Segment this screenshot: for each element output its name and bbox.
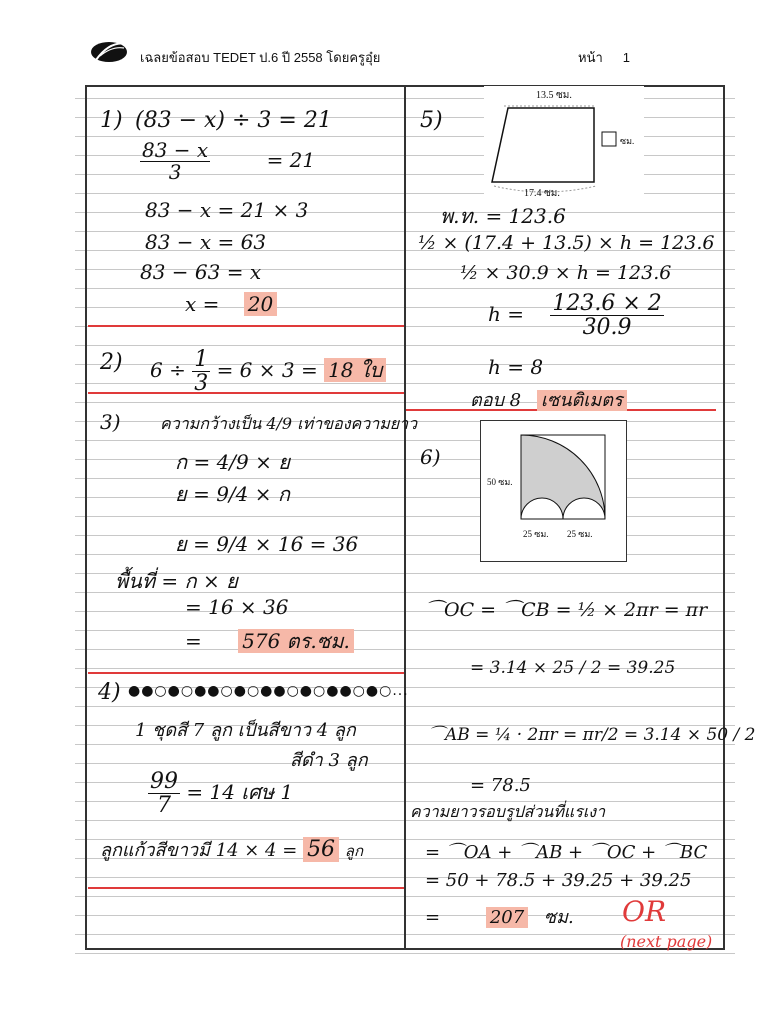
svg-text:13.5 ซม.: 13.5 ซม.: [536, 90, 572, 101]
or-note: OR: [622, 895, 667, 928]
q3-line-3: ย = 9/4 × ก: [175, 482, 290, 506]
q3-line-1: ความกว้างเป็น 4/9 เท่าของความยาว: [160, 414, 418, 433]
q6-line-3: ⌒AB = ¼ · 2πr = πr/2 = 3.14 × 50 / 2: [428, 725, 756, 745]
q2-label: 2): [100, 350, 123, 375]
q5-line-4: h = $\frac{123.6 \times 2}{30.9}$: [488, 291, 662, 341]
q4-line-2: สีดำ 3 ลูก: [290, 750, 368, 771]
q3-line-7: = 576 ตร.ซม.: [185, 625, 354, 657]
q2-answer: 18 ใบ: [324, 358, 386, 382]
q6-answer: 207: [486, 907, 528, 928]
q6-line-7: = 50 + 78.5 + 39.25 + 39.25: [425, 870, 692, 891]
q4-line-4: ลูกแก้วสีขาวมี 14 × 4 = 56 ลูก: [100, 837, 364, 862]
q5-line-2: ½ × (17.4 + 13.5) × h = 123.6: [418, 232, 715, 254]
column-divider: [404, 85, 406, 950]
q2-line: 6 ÷ $\frac{1}{3}$ = 6 × 3 = 18 ใบ: [150, 348, 386, 395]
page-number: 1: [622, 50, 630, 65]
separator-q4: [88, 887, 404, 889]
q4-answer: 56: [303, 837, 339, 862]
q6-label: 6): [420, 445, 441, 469]
q4-line-1: 1 ชุดสี 7 ลูก เป็นสีขาว 4 ลูก: [135, 720, 356, 741]
q3-line-5: พื้นที่ = ก × ย: [115, 569, 238, 593]
q5-line-6: ตอบ 8 เซนติเมตร: [470, 385, 627, 414]
q5-line-5: h = 8: [488, 355, 544, 379]
q4-line-3: $\frac{99}{7}$ = 14 เศษ 1: [150, 769, 294, 819]
page-label: หน้า: [578, 50, 603, 65]
q1-line-6: x = 20: [185, 292, 277, 316]
kru-ui-logo: [88, 38, 132, 70]
q6-line-1: ⌒OC = ⌒CB = ½ × 2πr = πr: [425, 599, 708, 621]
quarter-circle-figure: [480, 420, 627, 562]
trapezoid-figure: [484, 86, 644, 198]
svg-text:25 ซม.: 25 ซม.: [523, 529, 549, 539]
q1-line-2: $\frac{83 - x}{3}$ = 21: [142, 138, 316, 184]
q5-answer: เซนติเมตร: [537, 390, 627, 411]
q6-line-6: = ⌒OA + ⌒AB + ⌒OC + ⌒BC: [425, 842, 708, 863]
q1-label: 1): [100, 108, 123, 133]
q1-line-5: 83 − 63 = x: [140, 260, 262, 284]
separator-q1: [88, 325, 404, 327]
q1-line-3: 83 − x = 21 × 3: [145, 198, 309, 222]
q6-line-8: = 207 ซม.: [425, 907, 574, 928]
q1-line-1: (83 − x) ÷ 3 = 21: [135, 108, 332, 133]
q5-line-1: พ.ท. = 123.6: [440, 204, 566, 228]
q1-answer: 20: [244, 292, 277, 316]
q6-line-4: = 78.5: [470, 775, 531, 796]
q5-label: 5): [420, 108, 443, 133]
q1-line-4: 83 − x = 63: [145, 230, 267, 254]
q3-line-2: ก = 4/9 × ย: [175, 450, 290, 474]
q5-line-3: ½ × 30.9 × h = 123.6: [460, 262, 672, 284]
svg-text:25 ซม.: 25 ซม.: [567, 529, 593, 539]
svg-text:17.4 ซม.: 17.4 ซม.: [524, 188, 560, 198]
page-header: [88, 38, 728, 72]
q6-line-2: = 3.14 × 25 / 2 = 39.25: [470, 658, 676, 678]
q4-label: 4): [98, 680, 121, 705]
next-page-note: (next page): [620, 932, 713, 951]
q4-marble-sequence: ●●○●○●●○●○●●○●○●●○●○...: [128, 683, 409, 699]
q3-line-6: = 16 × 36: [185, 595, 289, 619]
q3-answer: 576 ตร.ซม.: [238, 629, 354, 653]
q6-line-5: ความยาวรอบรูปส่วนที่แรเงา: [410, 802, 606, 821]
document-title: เฉลยข้อสอบ TEDET ป.6 ปี 2558 โดยครูอุ๋ย: [140, 50, 381, 65]
separator-q3: [88, 672, 404, 674]
svg-text:50 ซม.: 50 ซม.: [487, 477, 513, 487]
q3-line-4: ย = 9/4 × 16 = 36: [175, 532, 359, 556]
page-indicator: [578, 47, 630, 68]
svg-text:ซม.: ซม.: [620, 136, 635, 146]
q3-label: 3): [100, 410, 121, 434]
